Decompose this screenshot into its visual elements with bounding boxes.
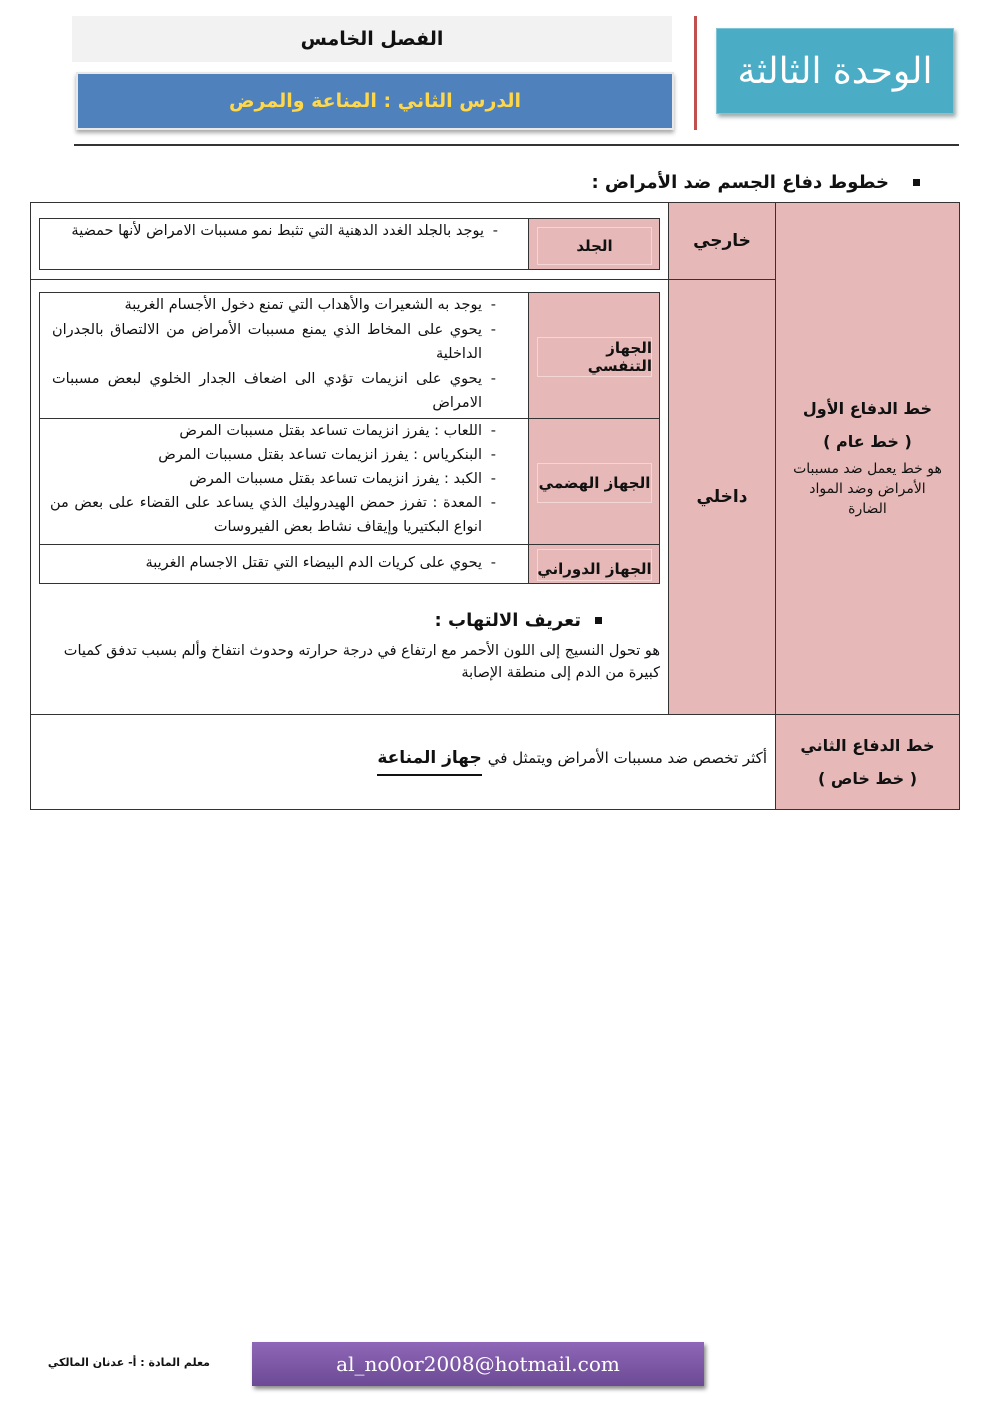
inflammation-text: هو تحول النسيج إلى اللون الأحمر مع ارتفاع في درجة حرارته وحدوث انتفاخ وألم بسبب تدفق كميات كبيرة من الدم إلى منطقة الإصابة [63,643,660,681]
second-line-cell [775,714,960,810]
divider-bar [694,16,697,130]
skin-items [60,220,500,242]
internal-label: داخلي [696,487,748,507]
footer-teacher: معلم المادة : أ- عدنان المالكي [47,1356,210,1369]
second-line-subtitle: ( خط خاص ) [817,769,918,788]
first-line-cell [775,202,960,715]
second-line-text: أكثر تخصص ضد مسببات الأمراض ويتمثل في [487,749,767,767]
list-item: - الكبد : يفرز انزيمات تساعد بقتل مسببات المرض [50,467,498,491]
respiratory-label: الجهاز التنفسي [537,337,652,377]
digestive-label-cell [528,419,659,544]
skin-label-cell [528,219,659,269]
bullet-icon [913,179,920,186]
skin-label: الجلد [537,227,652,265]
list-item: - يحوي على انزيمات تؤدي الى اضعاف الجدار الخلوي لبعض مسببات الامراض [52,367,498,416]
first-line-title: خط الدفاع الأول [802,398,933,418]
list-item: - يوجد بالجلد الغدد الدهنية التي تثبط نمو مسببات الامراض لأنها حمضية [60,220,500,242]
first-line-desc: هو خط يعمل ضد مسببات الأمراض وضد المواد الضارة [793,460,942,517]
external-label-cell [668,202,776,280]
section-heading [591,172,920,193]
digestive-items [50,419,498,539]
list-item: - المعدة : تفرز حمض الهيدروليك الذي يساعد على القضاء على بعض من انواع البكتيريا وإيقاف نشاط بعض الفيروسات [50,491,498,539]
immune-system-emphasis: جهاز المناعة [377,748,481,776]
circulatory-label-cell [528,545,659,583]
first-line-subtitle: ( خط عام ) [823,431,912,451]
inflammation-heading [435,610,602,631]
unit-title: الوحدة الثالثة [716,28,954,114]
external-label: خارجي [693,231,751,251]
section-heading-text: خطوط دفاع الجسم ضد الأمراض : [591,172,889,193]
chapter-title: الفصل الخامس [72,16,672,62]
lesson-title: الدرس الثاني : المناعة والمرض [76,72,674,130]
header-rule [74,144,959,146]
internal-label-cell [668,279,776,715]
list-item: - اللعاب : يفرز انزيمات تساعد بقتل مسببات المرض [50,419,498,443]
inflammation-heading-text: تعريف الالتهاب : [434,610,581,631]
list-item: - يحوي على كريات الدم البيضاء التي تقتل الاجسام الغريبة [80,552,498,574]
circulatory-items [80,552,498,574]
digestive-label: الجهاز الهضمي [537,463,652,503]
footer-email: al_no0or2008@hotmail.com [252,1342,704,1386]
list-item: - يوجد به الشعيرات والأهداب التي تمنع دخول الأجسام الغريبة [52,293,498,318]
list-item: - يحوي على المخاط الذي يمنع مسببات الأمراض من الالتصاق بالجدران الداخلية [52,318,498,367]
second-line-title: خط الدفاع الثاني [800,736,935,755]
bullet-icon [595,617,602,624]
respiratory-label-cell [528,293,659,418]
circulatory-label: الجهاز الدوراني [537,549,652,581]
list-item: - البنكرياس : يفرز انزيمات تساعد بقتل مسببات المرض [50,443,498,467]
respiratory-items [52,293,498,416]
second-line-text-wrap [377,748,767,776]
